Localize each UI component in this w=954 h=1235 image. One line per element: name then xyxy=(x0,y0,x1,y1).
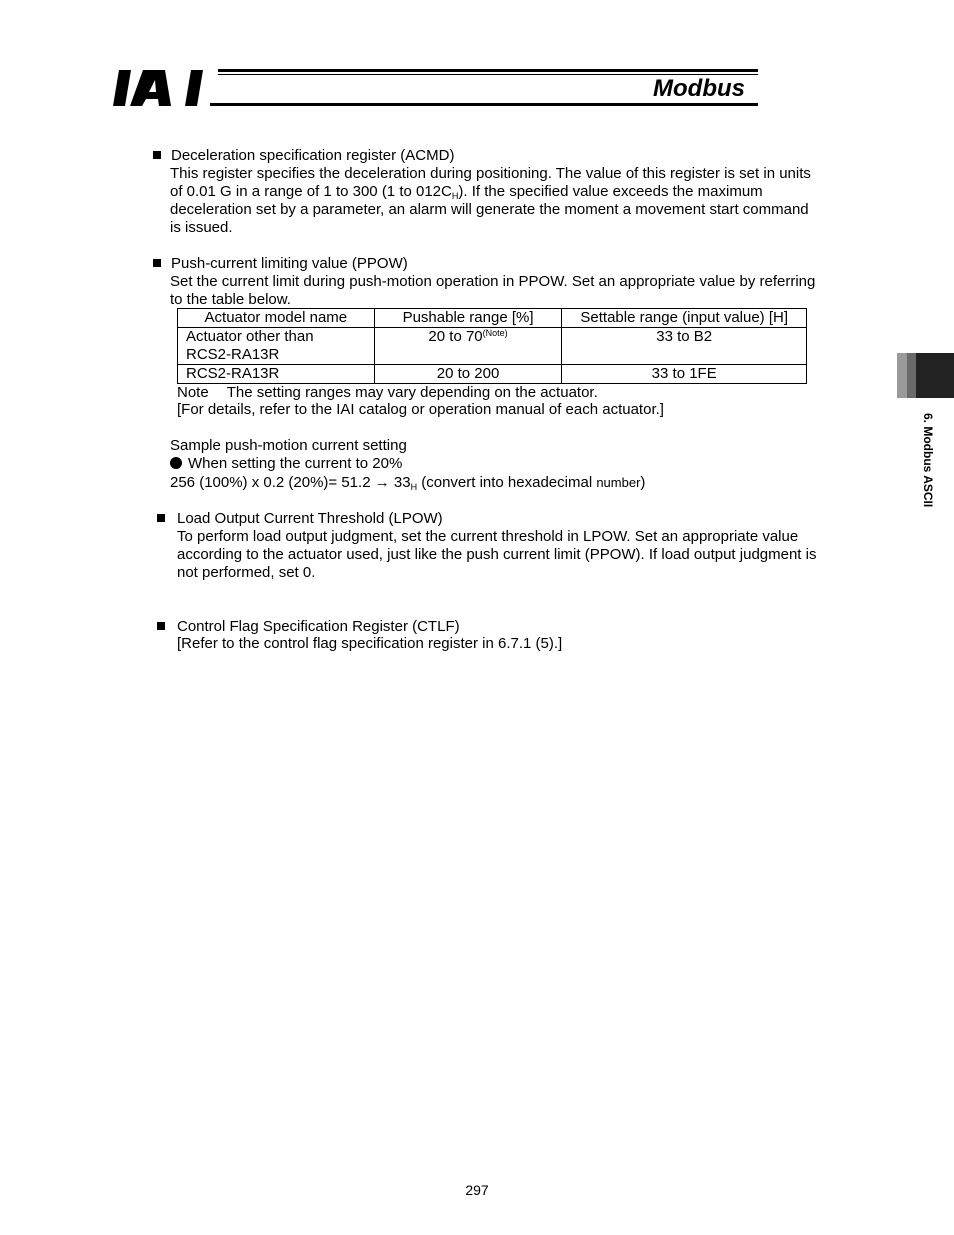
table-row xyxy=(178,328,807,365)
iai-logo xyxy=(113,68,213,108)
ctlf-text-line-1: [Refer to the control flag specification register in 6.7.1 (5).] xyxy=(177,635,563,652)
sample-bullet-line: When setting the current to 20% xyxy=(170,455,402,473)
table-cell-model: RCS2-RA13R xyxy=(178,365,375,384)
table-cell-settable: 33 to B2 xyxy=(562,328,807,365)
chapter-side-label-text: 6. Modbus ASCII xyxy=(921,413,935,508)
acmd-text-line-1: This register specifies the deceleration during positioning. The value of this register is set in units xyxy=(170,165,811,182)
table-cell-range: 20 to 200 xyxy=(374,365,562,384)
acmd-text-line-3: deceleration set by a parameter, an alarm will generate the moment a movement start command xyxy=(170,201,809,218)
chapter-side-label xyxy=(917,413,937,543)
table-header-cell: Actuator model name xyxy=(178,309,375,328)
table-header-row xyxy=(178,309,807,328)
square-bullet-icon xyxy=(157,514,165,522)
sample-calculation: 256 (100%) x 0.2 $(20\%)= 51.2 \to 33_H$ (convert into hexadecimal number) xyxy=(170,474,646,492)
square-bullet-icon xyxy=(153,259,161,267)
chapter-tab xyxy=(897,353,954,398)
ppow-text-line-2: to the table below. xyxy=(170,291,291,308)
acmd-text-line-4: is issued. xyxy=(170,219,233,236)
page-header-title: Modbus xyxy=(653,75,745,102)
lpow-text-line-1: To perform load output judgment, set the current threshold in LPOW. Set an appropriate value xyxy=(177,528,799,545)
lpow-text-line-3: not performed, set 0. xyxy=(177,564,316,581)
ppow-heading: Push-current limiting value (PPOW) xyxy=(153,255,408,273)
table-row xyxy=(178,365,807,384)
square-bullet-icon xyxy=(157,622,165,630)
table-note-details: [For details, refer to the IAI catalog or operation manual of each actuator.] xyxy=(177,401,664,418)
ppow-range-table xyxy=(177,308,807,384)
lpow-text-line-2: according to the actuator used, just like the push current limit (PPOW). If load output judgment is xyxy=(177,546,817,563)
sample-title: Sample push-motion current setting xyxy=(170,437,407,454)
table-cell-settable: 33 to 1FE xyxy=(562,365,807,384)
acmd-heading: Deceleration specification register (ACMD) xyxy=(153,147,454,165)
ppow-text-line-1: Set the current limit during push-motion operation in PPOW. Set an appropriate value by referring xyxy=(170,273,816,290)
page-number: 297 xyxy=(465,1182,489,1198)
circle-bullet-icon xyxy=(170,457,182,469)
square-bullet-icon xyxy=(153,151,161,159)
acmd-text-line-2: of 0.01 G in a range of 1 to 300 (1 to $012C_H$). If the specified value exceeds the maximum xyxy=(170,183,763,201)
table-cell-model: Actuator other than RCS2-RA13R xyxy=(178,328,375,365)
lpow-heading: Load Output Current Threshold (LPOW) xyxy=(157,510,443,528)
table-note: Note The setting ranges may vary depending on the actuator. xyxy=(177,384,598,401)
table-cell-range: 20 to $70^{(Note)}$ xyxy=(374,328,562,365)
ctlf-heading: Control Flag Specification Register (CTLF) xyxy=(157,618,460,636)
table-header-cell: Pushable range [%] xyxy=(374,309,562,328)
table-header-cell: Settable range (input value) [H] xyxy=(562,309,807,328)
header-rule-top xyxy=(218,69,758,72)
